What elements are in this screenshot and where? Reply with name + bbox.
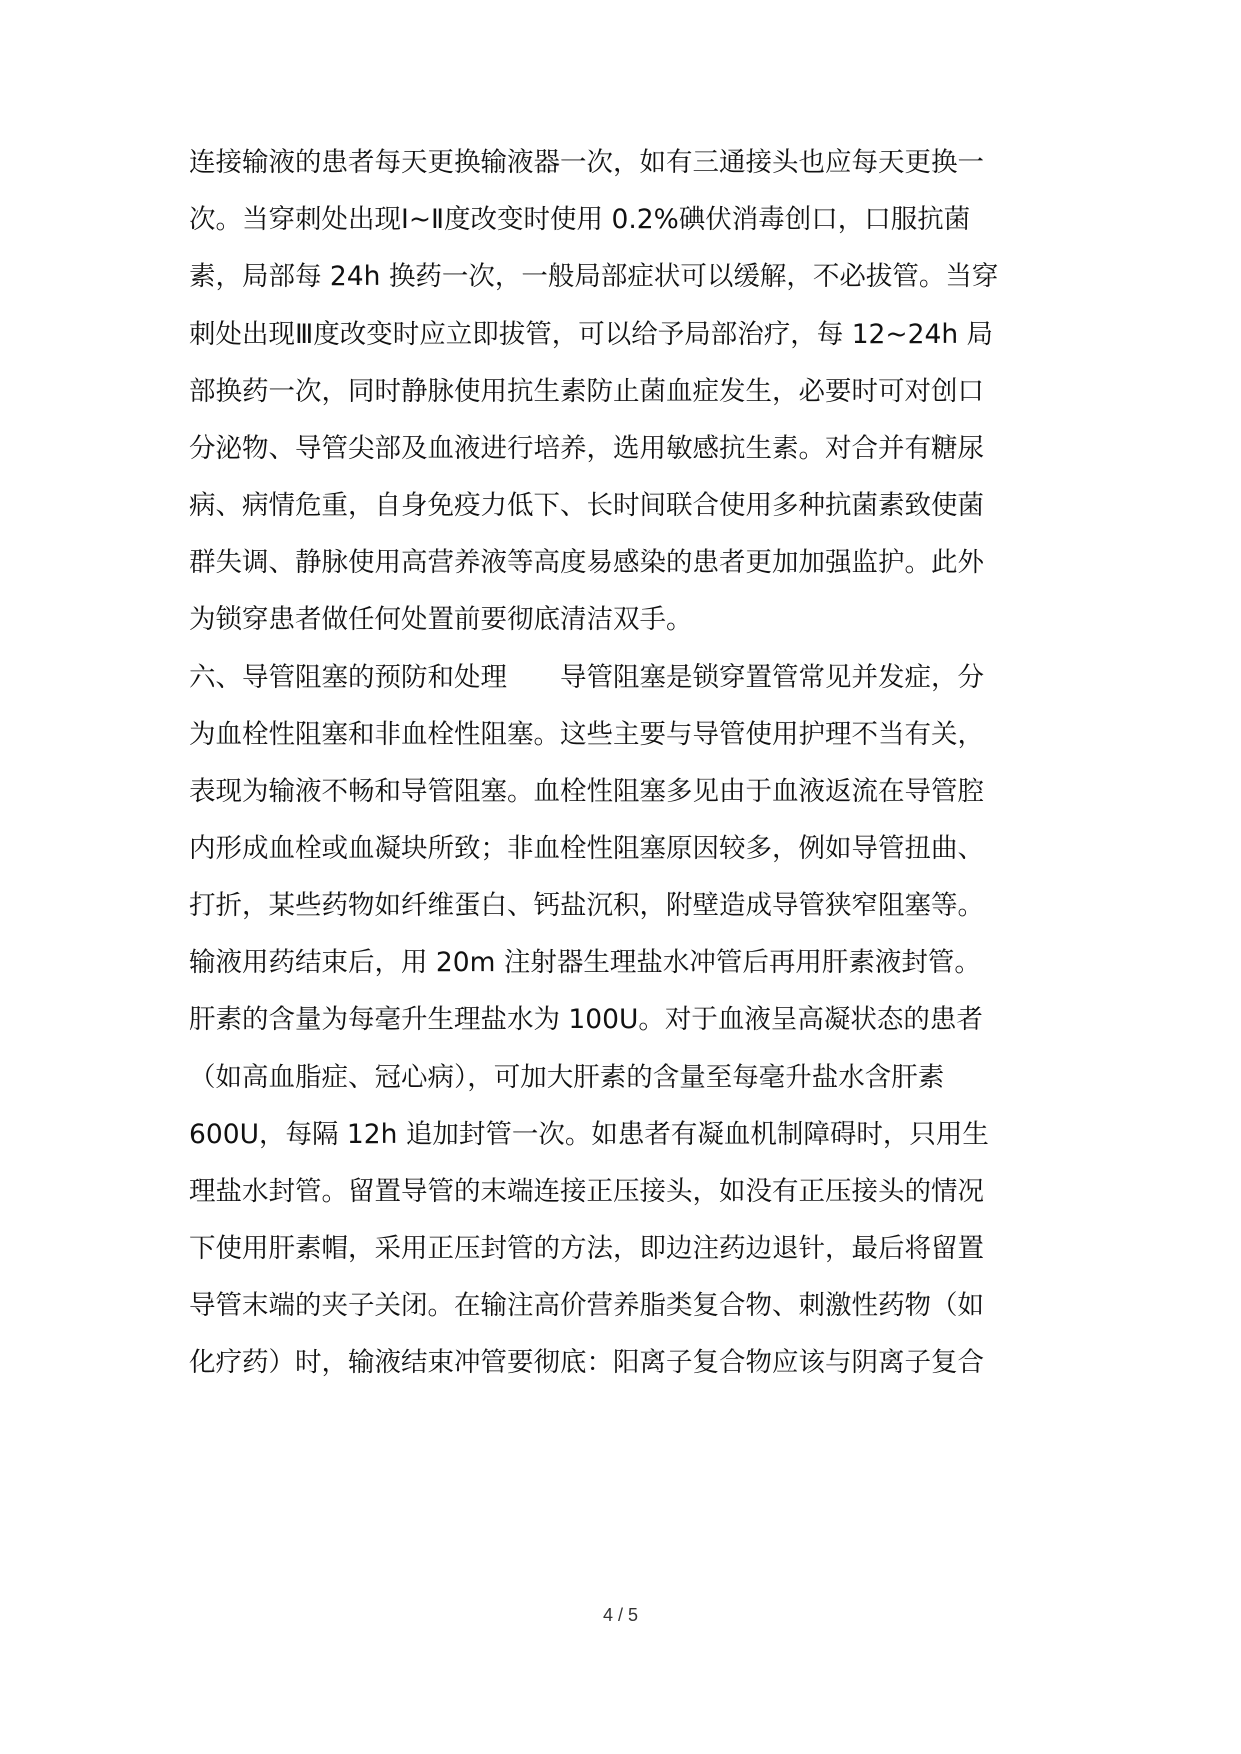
text-line: 病、病情危重，自身免疫力低下、长时间联合使用多种抗菌素致使菌: [189, 490, 984, 521]
text-line: 输液用药结束后，用 20m 注射器生理盐水冲管后再用肝素液封管。: [189, 947, 981, 978]
text-line: 刺处出现Ⅲ度改变时应立即拔管，可以给予局部治疗，每 12~24h 局: [189, 319, 994, 350]
text-line: 部换药一次，同时静脉使用抗生素防止菌血症发生，必要时可对创口: [189, 376, 984, 407]
page-number: 4 / 5: [602, 1605, 639, 1625]
text-line: 分泌物、导管尖部及血液进行培养，选用敏感抗生素。对合并有糖尿: [189, 433, 984, 464]
text-line: 肝素的含量为每毫升生理盐水为 100U。对于血液呈高凝状态的患者: [189, 1004, 983, 1035]
text-line: 600U，每隔 12h 追加封管一次。如患者有凝血机制障碍时，只用生: [189, 1119, 989, 1150]
text-line: 群失调、静脉使用高营养液等高度易感染的患者更加加强监护。此外: [189, 547, 984, 578]
text-line: 下使用肝素帽，采用正压封管的方法，即边注药边退针，最后将留置: [189, 1233, 984, 1264]
text-line: 内形成血栓或血凝块所致；非血栓性阻塞原因较多，例如导管扭曲、: [189, 833, 984, 864]
text-line: 打折，某些药物如纤维蛋白、钙盐沉积，附壁造成导管狭窄阻塞等。: [189, 890, 984, 921]
text-line: 理盐水封管。留置导管的末端连接正压接头，如没有正压接头的情况: [189, 1176, 984, 1207]
section-heading-line: 六、导管阻塞的预防和处理 导管阻塞是锁穿置管常见并发症，分: [189, 662, 984, 693]
text-line: 化疗药）时，输液结束冲管要彻底：阳离子复合物应该与阴离子复合: [189, 1347, 984, 1378]
text-line: 表现为输液不畅和导管阻塞。血栓性阻塞多见由于血液返流在导管腔: [189, 776, 984, 807]
text-line: 导管末端的夹子关闭。在输注高价营养脂类复合物、刺激性药物（如: [189, 1290, 984, 1321]
text-line: （如高血脂症、冠心病），可加大肝素的含量至每毫升盐水含肝素: [189, 1062, 945, 1093]
text-line: 素，局部每 24h 换药一次，一般局部症状可以缓解，不必拔管。当穿: [189, 261, 999, 292]
text-line: 为血栓性阻塞和非血栓性阻塞。这些主要与导管使用护理不当有关，: [189, 719, 984, 750]
text-line: 为锁穿患者做任何处置前要彻底清洁双手。: [189, 604, 693, 635]
text-line: 次。当穿刺处出现Ⅰ~Ⅱ度改变时使用 0.2%碘伏消毒创口，口服抗菌: [189, 204, 971, 235]
text-line: 连接输液的患者每天更换输液器一次，如有三通接头也应每天更换一: [189, 147, 984, 178]
